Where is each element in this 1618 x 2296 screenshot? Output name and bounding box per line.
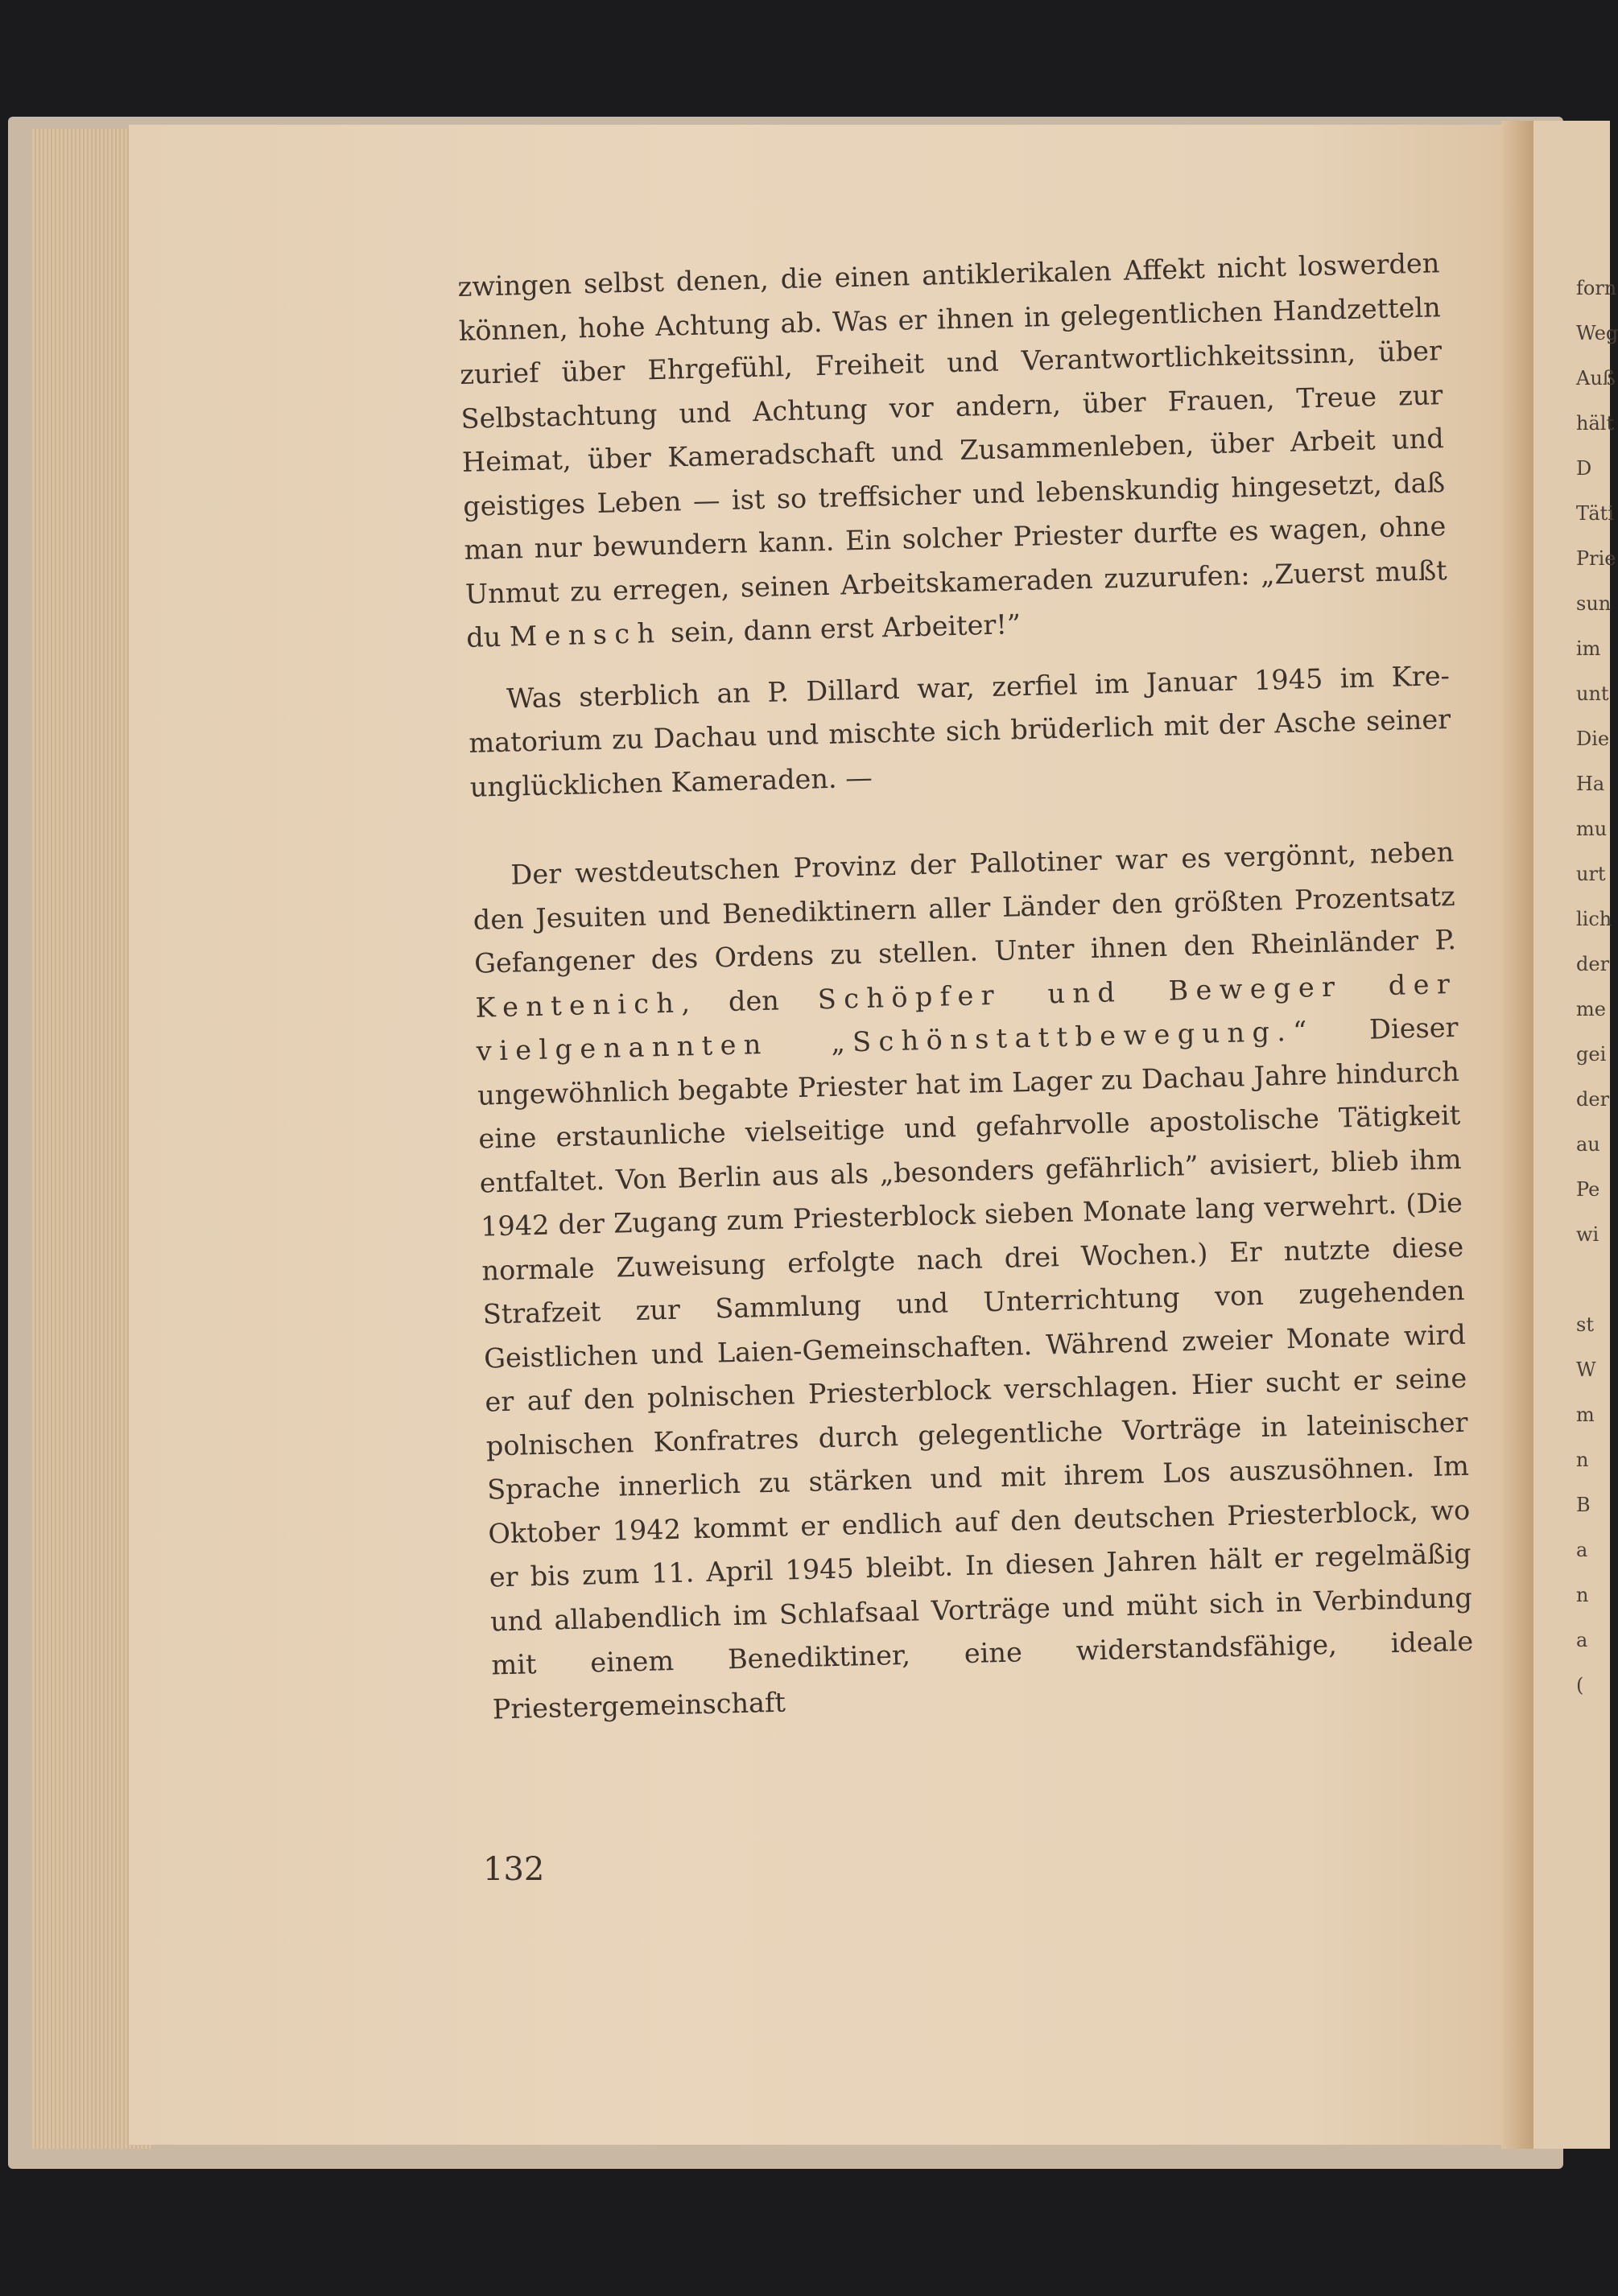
facing-page-line: me — [1576, 998, 1606, 1020]
paragraph-text: , den — [680, 983, 819, 1018]
facing-page-line: ( — [1576, 1674, 1584, 1696]
facing-page-line: n — [1576, 1449, 1589, 1471]
paragraph-text: Der westdeutschen Provinz der Pallotiner war es vergönnt, neben den Jesuiten und Benediktinern aller Länder den größten Prozentsatz Gefangener des Ordens zu stellen. Unter ihnen den Rheinländer P. — [473, 835, 1457, 979]
paragraph-text: zwingen selbst denen, die einen antiklerikalen Affekt nicht loswerden können, hohe Achtung ab. Was er ihnen in gelegentlichen Handzetteln zurief über Ehrgefühl, Freiheit und Verantwortlichkeitssinn, über Selbstachtung und Achtung vor andern, über Frauen, Treue zur Heimat, über Kameradschaft und Zusammenleben, über Arbeit und geistiges Leben — ist so treffsicher und lebenskundig hingesetzt, daß man nur bewundern kann. Ein solcher Priester durfte es wagen, ohne Unmut zu erregen, seinen Arbeitskameraden zuzurufen: „Zuerst mußt du — [457, 247, 1448, 653]
facing-page-line — [1576, 1257, 1610, 1302]
facing-page-line: sun — [1576, 592, 1612, 615]
facing-page-line: au — [1576, 1133, 1600, 1156]
paragraph-text: sein, dann erst Arbeiter!” — [661, 608, 1022, 649]
facing-page-line: hält — [1576, 412, 1615, 435]
spaced-emphasis-text: Schöpfer und Beweger der vielgenannten „Schönstattbewegung.“ — [476, 967, 1458, 1067]
facing-page-line: lich — [1576, 908, 1612, 930]
facing-page-line: a — [1576, 1539, 1588, 1561]
paragraph-text: Was sterblich an P. Dillard war, zerfiel im Januar 1945 im Krematorium zu Dachau und mischte sich brüderlich mit der Asche seiner unglücklichen Kameraden. — — [468, 659, 1451, 803]
facing-page-line: forn — [1576, 277, 1617, 299]
facing-page-line: Weg — [1576, 322, 1618, 344]
page-number: 132 — [483, 1851, 545, 1888]
facing-page-line: W — [1576, 1358, 1596, 1381]
facing-page-line: a — [1576, 1629, 1588, 1651]
facing-page-line: wi — [1576, 1223, 1599, 1246]
facing-page-line: Täti — [1576, 502, 1614, 525]
facing-page-line: Die — [1576, 728, 1610, 750]
page-body-text — [457, 241, 1475, 1731]
facing-page-line: Pe — [1576, 1178, 1600, 1201]
facing-page-line: unt — [1576, 682, 1609, 705]
facing-page-line: im — [1576, 637, 1601, 660]
spaced-emphasis-text: Mensch — [509, 616, 662, 653]
facing-page-line: D — [1576, 457, 1592, 480]
facing-page-line: n — [1576, 1584, 1589, 1606]
facing-page-line: der — [1576, 1088, 1610, 1111]
facing-page-text — [1576, 266, 1618, 1708]
facing-page-line: Auß — [1576, 367, 1616, 390]
paragraph-p3 — [472, 831, 1475, 1731]
facing-page-line: der — [1576, 953, 1610, 975]
paragraph-p2 — [468, 654, 1453, 810]
facing-page-line: urt — [1576, 863, 1606, 885]
facing-page-line: Ha — [1576, 773, 1605, 795]
facing-page-line: B — [1576, 1494, 1591, 1516]
facing-page-line: gei — [1576, 1043, 1607, 1066]
facing-page-line: st — [1576, 1313, 1594, 1336]
paragraph-text: Dieser ungewöhnlich begabte Priester hat im Lager zu Dachau Jahre hindurch eine erstaunliche vielseitige und gefahrvolle apostolische Tätigkeit entfaltet. Von Berlin aus als „besonders gefährlich” avisiert, blieb ihm 1942 der Zugang zum Priesterblock sieben Monate lang verwehrt. (Die normale Zuweisung erfolgte nach drei Wochen.) Er nutzte diese Strafzeit zur Sammlung und Unterrichtung von zugehenden Geistlichen und Laien-Gemeinschaften. Während zweier Monate wird er auf den polnischen Priesterblock verschlagen. Hier sucht er seine polnischen Konfratres durch gelegentliche Vorträge in lateinischer Sprache innerlich zu stärken und mit ihrem Los auszusöhnen. Im Oktober 1942 kommt er endlich auf den deutschen Priesterblock, wo er bis zum 11. April 1945 bleibt. In diesen Jahren hält er regelmäßig und allabendlich im Schlafsaal Vorträge und müht sich in Verbindung mit einem Benediktiner, eine widerstandsfähige, ideale Priestergemeinschaft — [477, 1011, 1474, 1725]
facing-page-line: mu — [1576, 818, 1608, 840]
paragraph-p1 — [457, 241, 1449, 660]
facing-page-line: m — [1576, 1404, 1595, 1426]
spaced-emphasis-text: Kentenich — [475, 986, 682, 1024]
facing-page-line: Prie — [1576, 547, 1616, 570]
